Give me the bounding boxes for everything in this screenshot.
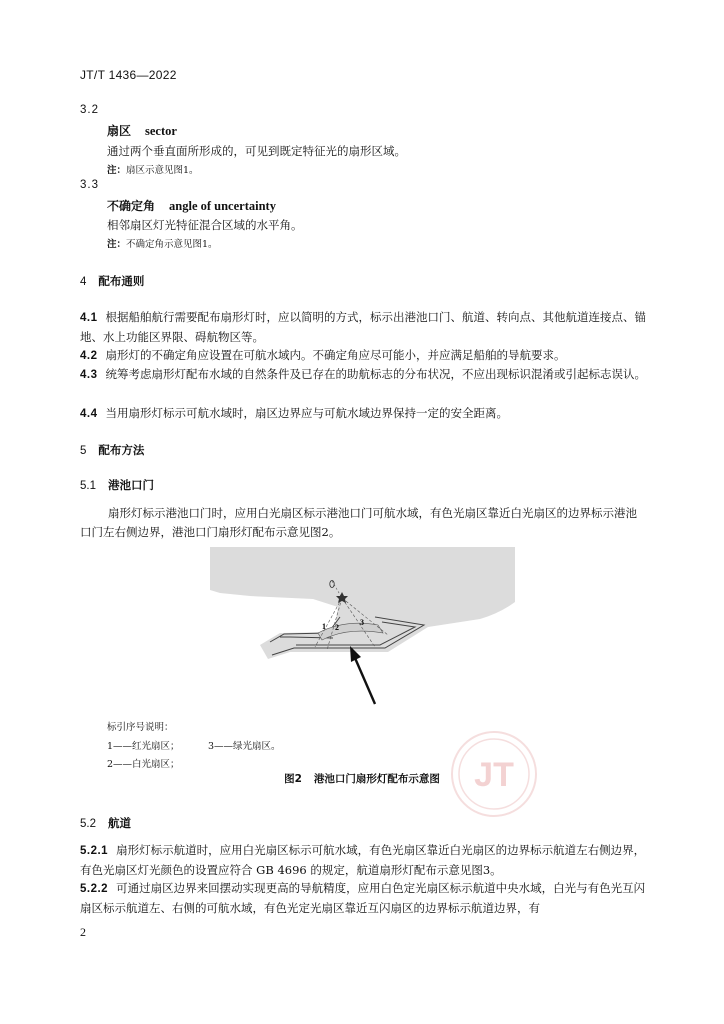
clause-text: 统筹考虑扇形灯配布水域的自然条件及已存在的助航标志的分布状况，不应出现标识混淆或引起标志误认。 [105,367,646,381]
figure-label: 图2 [284,773,302,785]
clause-text: 扇形灯的不确定角应设置在可航水域内。不确定角应尽可能小，并应满足船舶的导航要求。 [105,348,566,362]
sector-label-1: 1 [322,622,326,631]
section-number: 5 [80,445,87,457]
section-heading [80,442,144,458]
term-title [107,197,276,214]
clause-text: 当用扇形灯标示可航水域时，扇区边界应与可航水域边界保持一定的安全距离。 [105,406,508,420]
clause-number: 5.2.2 [80,883,109,895]
term-english: angle of uncertainty [169,199,276,213]
note-text: 扇区示意见图1。 [126,165,199,176]
term-note [107,162,199,176]
figure-caption [0,771,724,786]
land-area [210,547,515,659]
figure-caption-text: 港池口门扇形灯配布示意图 [313,773,440,785]
term-number: 3.3 [80,179,99,191]
page-number: 2 [80,925,86,939]
term-chinese: 扇区 [107,124,132,138]
legend-item-2: 2——白光扇区； [107,759,180,770]
clause-number: 4.3 [80,369,98,381]
section-number: 4 [80,276,87,288]
subsection-title: 港池口门 [108,478,154,492]
clause-4-1 [80,308,646,346]
sector-label-2: 2 [335,623,339,632]
clause-text: 可通过扇区边界来回摆动实现更高的导航精度，应用白色定光扇区标示航道中央水域，白光与有色光互闪扇区标示航道左、右侧的可航水域，有色光定光扇区靠近互闪扇区的边界标示航道边界，有 [80,881,646,915]
clause-text: 根据船舶航行需要配布扇形灯时，应以简明的方式，标示出港池口门、航道、转向点、其他航道连接点、锚地、水上功能区界限、碍航物区等。 [80,310,646,344]
term-chinese: 不确定角 [107,199,156,213]
subsection-heading [80,477,154,493]
subsection-heading [80,815,131,831]
term-definition: 通过两个垂直面所形成的，可见到既定特征光的扇形区域。 [107,144,406,158]
subsection-number: 5.2 [80,818,96,830]
note-label: 注： [107,239,127,250]
section-title: 配布通则 [98,274,145,288]
section-heading [80,273,144,289]
subsection-title: 航道 [108,816,131,830]
clause-number: 4.2 [80,350,98,362]
term-number: 3.2 [80,104,99,116]
sector-label-3: 3 [360,618,364,627]
term-definition: 相邻扇区灯光特征混合区域的水平角。 [107,218,303,232]
clause-5-2-2 [80,879,646,917]
clause-number: 4.4 [80,408,98,420]
note-text: 不确定角示意见图1。 [126,239,218,250]
harbor-entrance-figure [210,547,515,712]
term-title [107,122,177,139]
subsection-number: 5.1 [80,480,96,492]
standard-number: JT/T 1436—2022 [80,68,177,82]
note-label: 注： [107,165,127,176]
legend-item-1: 1——红光扇区； [107,741,180,752]
clause-5-2-1 [80,841,646,879]
clause-4-2 [80,346,646,366]
watermark-text: JT [474,756,514,794]
clause-4-4 [80,404,646,424]
section-title: 配布方法 [98,443,145,457]
clause-number: 5.2.1 [80,845,109,857]
clause-5-1-text: 扇形灯标示港池口门时，应用白光扇区标示港池口门可航水域，有色光扇区靠近白光扇区的边界标示港池口门左右侧边界，港池口门扇形灯配布示意见图2。 [80,506,637,539]
harbor-entrance-diagram [210,547,515,712]
legend-item-3: 3——绿光扇区。 [208,741,281,752]
jt-watermark-seal [448,728,540,820]
clause-number: 4.1 [80,312,98,324]
clause-4-3 [80,365,646,385]
term-english: sector [145,124,177,138]
clause-text: 扇形灯标示航道时，应用白光扇区标示可航水域，有色光扇区靠近白光扇区的边界标示航道左右侧边界，有色光扇区灯光颜色的设置应符合 GB 4696 的规定，航道扇形灯配布示意见图3。 [80,843,646,877]
term-note [107,236,218,250]
approach-arrow-shaft [355,658,375,704]
legend-title: 标引序号说明： [107,722,174,733]
